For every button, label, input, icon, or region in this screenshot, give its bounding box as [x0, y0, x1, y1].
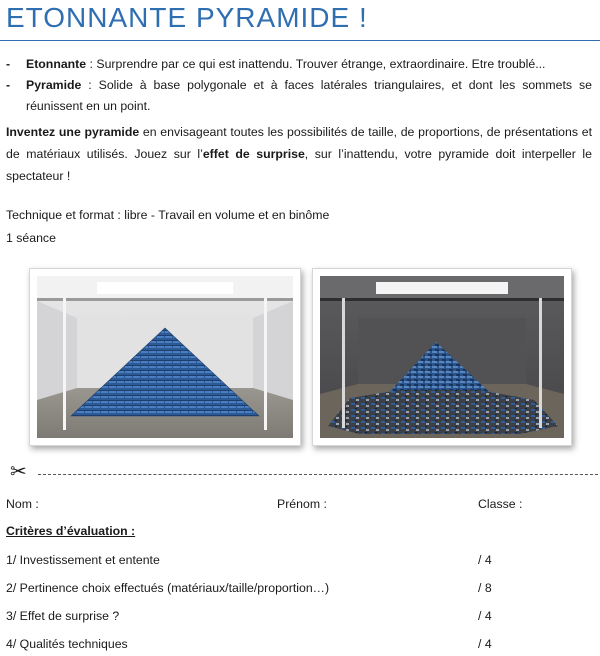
technique-line: Technique et format : libre - Travail en volume et en binôme: [6, 208, 330, 222]
bullet-dash: -: [6, 57, 11, 71]
criterion-label: 3/ Effet de surprise ?: [6, 609, 120, 623]
prenom-label: Prénom :: [277, 497, 327, 511]
criterion-score: / 4: [478, 553, 492, 567]
criterion-label: 4/ Qualités techniques: [6, 637, 128, 651]
pyramid-collapsed-image: [320, 276, 564, 438]
criterion-score: / 4: [478, 609, 492, 623]
classe-label: Classe :: [478, 497, 523, 511]
photo-pyramid-intact: [29, 268, 301, 446]
photo-pyramid-collapsed: [312, 268, 572, 446]
definition-text: : Solide à base polygonale et à faces latérales triangulaires, et dont les sommets se réunissent en un point.: [26, 78, 592, 113]
duration-line: 1 séance: [6, 231, 56, 245]
definition-text: : Surprendre par ce qui est inattendu. Trouver étrange, extraordinaire. Etre troublé...: [86, 57, 546, 71]
criterion-score: / 8: [478, 581, 492, 595]
criterion-label: 1/ Investissement et entente: [6, 553, 160, 567]
bullet-dash: -: [6, 78, 11, 92]
title-underline: [0, 40, 600, 41]
definitions: [6, 54, 592, 117]
page-title: ETONNANTE PYRAMIDE !: [6, 2, 368, 33]
criteria-title: Critères d’évaluation :: [6, 524, 136, 538]
criterion-label: 2/ Pertinence choix effectués (matériaux/taille/proportion…): [6, 581, 330, 595]
instructions-paragraph: Inventez une pyramide en envisageant toutes les possibilités de taille, de proportions, de présentations et de matériaux utilisés. Jouez sur l’effet de surprise, sur l’inattendu, votre pyramide doit interpeller le spectateur !: [6, 125, 592, 183]
scissors-icon: ✂: [10, 461, 27, 483]
definition-pyramide: [6, 75, 592, 117]
pyramid-intact-image: [37, 276, 293, 438]
definition-term: Etonnante: [26, 57, 87, 71]
cut-line: [38, 474, 598, 475]
nom-label: Nom :: [6, 497, 39, 511]
definition-etonnante: [6, 54, 592, 75]
criterion-score: / 4: [478, 637, 492, 651]
definition-term: Pyramide: [26, 78, 82, 92]
